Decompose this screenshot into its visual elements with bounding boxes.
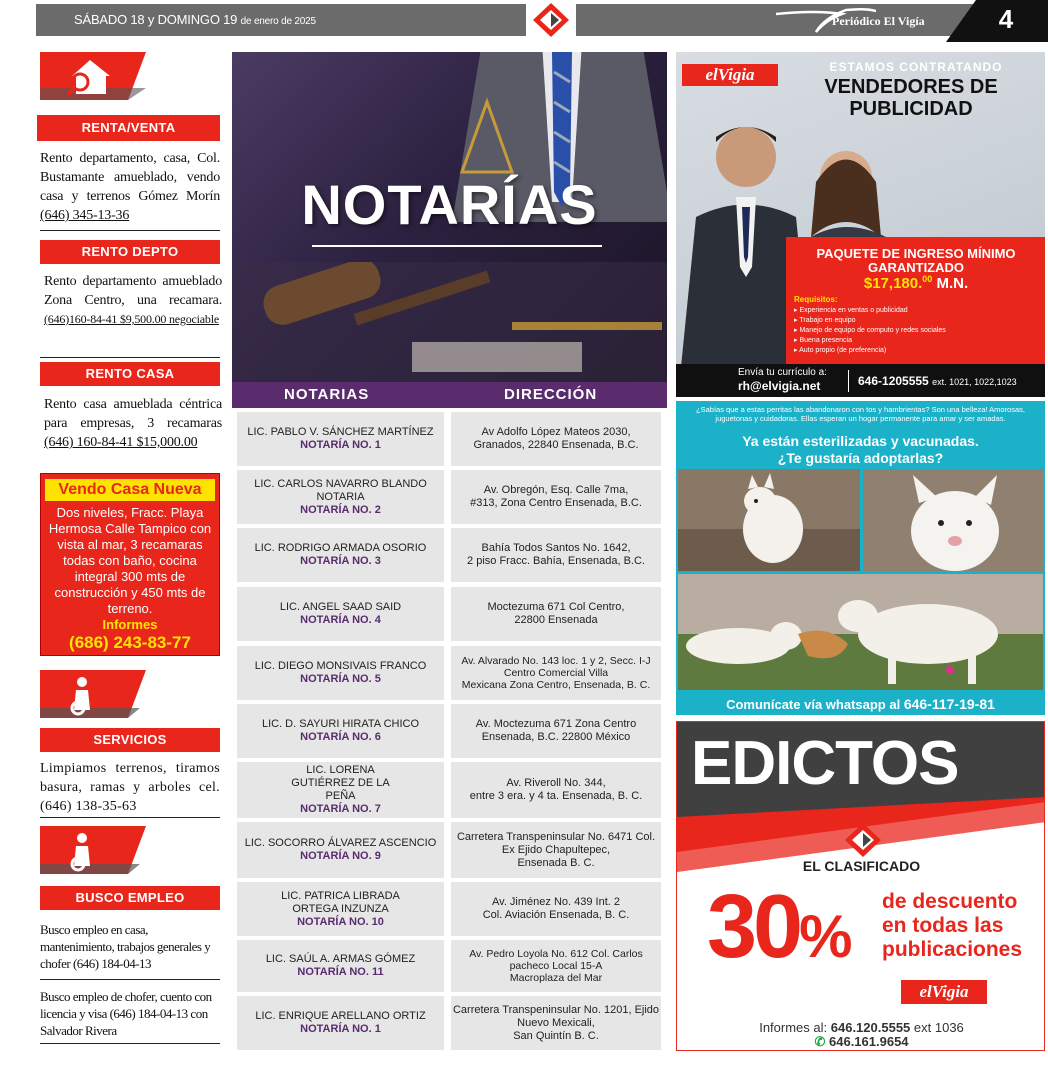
classified-ad: Rento casa amueblada céntrica para empresas, 3 recamaras (646) 160-84-41 $15,000.00 bbox=[44, 397, 222, 450]
table-row bbox=[237, 412, 665, 466]
issue-date: SÁBADO 18 y DOMINGO 19 de enero de 2025 bbox=[74, 12, 316, 27]
title-underline bbox=[312, 245, 602, 247]
vendedores-ad bbox=[676, 52, 1045, 397]
divider bbox=[40, 357, 220, 358]
divider bbox=[40, 1043, 220, 1044]
notary-name-cell: LIC. ANGEL SAAD SAID NOTARÍA NO. 4 bbox=[237, 587, 444, 641]
adopcion-perritas-ad bbox=[676, 401, 1045, 715]
notary-address-cell: Av. Jiménez No. 439 Int. 2 Col. Aviación Ensenada, B. C. bbox=[451, 882, 661, 936]
vendo-casa-body: Dos niveles, Fracc. Playa Hermosa Calle Tampico con vista al mar, 3 recamaras todas con baño, cocina integral 300 mts de construcción y 450 mts de terreno. bbox=[48, 505, 212, 616]
table-row bbox=[237, 940, 665, 992]
table-row bbox=[237, 528, 665, 582]
divider bbox=[40, 817, 220, 818]
notary-name-cell: LIC. PABLO V. SÁNCHEZ MARTÍNEZ NOTARÍA NO. 1 bbox=[237, 412, 444, 466]
salary-amount: $17,180.00 M.N. bbox=[863, 274, 969, 292]
vendedores-contact-bar bbox=[676, 364, 1045, 397]
discount-percent: 30% bbox=[707, 877, 849, 977]
section-label-renta-venta: RENTA/VENTA bbox=[37, 115, 220, 141]
perritas-headline: Ya están esterilizadas y vacunadas. ¿Te gustaría adoptarlas? bbox=[742, 433, 979, 466]
gavel-icon bbox=[232, 262, 667, 382]
separator bbox=[848, 370, 849, 392]
notarias-banner bbox=[232, 52, 667, 382]
notary-address-cell: Carretera Transpeninsular No. 6471 Col. Ex Ejido Chapultepec, Ensenada B. C. bbox=[451, 822, 661, 878]
worker-icon bbox=[40, 670, 146, 718]
notary-address-cell: Av. Moctezuma 671 Zona Centro Ensenada, B.C. 22800 México bbox=[451, 704, 661, 758]
requirements-list: Requisitos: ▸ Experiencia en ventas o publicidad ▸ Trabajo en equipo ▸ Manejo de equipo de computo y redes sociales ▸ Buena presencia ▸ Auto propio (de preferencia) bbox=[794, 295, 946, 354]
col-header-direccion: DIRECCIÓN bbox=[504, 386, 598, 403]
notary-address-cell: Moctezuma 671 Col Centro, 22800 Ensenada bbox=[451, 587, 661, 641]
notary-address-cell: Av. Obregón, Esq. Calle 7ma, #313, Zona Centro Ensenada, B.C. bbox=[451, 470, 661, 524]
vendedores-title: VENDEDORES DE PUBLICIDAD bbox=[824, 76, 998, 120]
notary-name-cell: LIC. ENRIQUE ARELLANO ORTIZ NOTARÍA NO. 1 bbox=[237, 996, 444, 1050]
classified-ad: Rento departamento, casa, Col. Bustamante amueblado, vendo casa y terrenos Gómez Morín (646) 345-13-36 bbox=[40, 151, 220, 223]
table-row bbox=[237, 882, 665, 936]
table-row bbox=[237, 470, 665, 524]
whatsapp-icon: ✆ bbox=[814, 1034, 826, 1049]
notary-name-cell: LIC. D. SAYURI HIRATA CHICO NOTARÍA NO. 6 bbox=[237, 704, 444, 758]
section-label-servicios: SERVICIOS bbox=[40, 728, 220, 752]
notary-address-cell: Av Adolfo López Mateos 2030, Granados, 22840 Ensenada, B.C. bbox=[451, 412, 661, 466]
classified-ad: Limpiamos terrenos, tiramos basura, ramas y arboles cel. (646) 138-35-63 bbox=[40, 761, 220, 814]
elvigia-logo: elVigia bbox=[901, 980, 987, 1004]
section-label-rento-casa: RENTO CASA bbox=[40, 362, 220, 386]
notary-name-cell: LIC. DIEGO MONSIVAIS FRANCO NOTARÍA NO. 5 bbox=[237, 646, 444, 700]
dog-photo bbox=[678, 469, 860, 571]
table-row bbox=[237, 646, 665, 700]
envia-text: Envía tu currículo a: bbox=[738, 367, 827, 378]
notarias-title: NOTARÍAS bbox=[301, 173, 598, 236]
section-label-rento-depto: RENTO DEPTO bbox=[40, 240, 220, 264]
dog-photo bbox=[863, 469, 1043, 571]
vendo-casa-ad bbox=[40, 473, 220, 656]
notary-name-cell: LIC. SOCORRO ÁLVAREZ ASCENCIO NOTARÍA NO. 9 bbox=[237, 822, 444, 878]
notary-name-cell: LIC. LORENA GUTIÉRREZ DE LA PEÑA NOTARÍA NO. 7 bbox=[237, 762, 444, 818]
page-header bbox=[36, 0, 1048, 38]
email-text: rh@elvigia.net bbox=[738, 379, 821, 393]
edictos-ad bbox=[676, 721, 1045, 1051]
estamos-contratando: ESTAMOS CONTRATANDO bbox=[829, 60, 1003, 74]
paquete-text: PAQUETE DE INGRESO MÍNIMO GARANTIZADO bbox=[816, 246, 1016, 275]
notary-address-cell: Av. Alvarado No. 143 loc. 1 y 2, Secc. I-J Centro Comercial Villa Mexicana Zona Centro, Ensenada, B. C. bbox=[451, 646, 661, 700]
vendo-casa-heading: Vendo Casa Nueva bbox=[45, 479, 215, 501]
col-header-notarias: NOTARIAS bbox=[284, 386, 370, 403]
notary-name-cell: LIC. PATRICA LIBRADA ORTEGA INZUNZA NOTARÍA NO. 10 bbox=[237, 882, 444, 936]
divider bbox=[40, 979, 220, 980]
classified-ad: Busco empleo de chofer, cuento con licencia y visa (646) 184-04-13 con Salvador Rivera bbox=[40, 989, 212, 1038]
diamond-logo-icon bbox=[529, 1, 573, 39]
edictos-contact: Informes al: 646.120.5555 ext 1036 ✆ 646.161.9654 bbox=[759, 1020, 964, 1049]
el-clasificado-label: EL CLASIFICADO bbox=[802, 858, 921, 874]
notarias-table-header bbox=[232, 382, 667, 408]
elvigia-logo: elVigia bbox=[682, 64, 778, 86]
table-row bbox=[237, 587, 665, 641]
worker-icon bbox=[40, 826, 146, 874]
discount-description: de descuento en todas las publicaciones bbox=[882, 890, 1023, 961]
edictos-title: EDICTOS bbox=[691, 729, 959, 798]
notary-address-cell: Carretera Transpeninsular No. 1201, Ejido Nuevo Mexicali, San Quintín B. C. bbox=[451, 996, 661, 1050]
brand-name: Periódico El Vigía bbox=[832, 14, 925, 28]
table-row bbox=[237, 704, 665, 758]
whatsapp-contact: Comunícate vía whatsapp al 646-117-19-81 bbox=[726, 696, 995, 712]
section-label-busco-empleo: BUSCO EMPLEO bbox=[40, 886, 220, 910]
notary-name-cell: LIC. SAÚL A. ARMAS GÓMEZ NOTARÍA NO. 11 bbox=[237, 940, 444, 992]
classified-ad: Busco empleo en casa, mantenimiento, trabajos generales y chofer (646) 184-04-13 bbox=[40, 922, 211, 971]
house-search-icon bbox=[40, 52, 146, 100]
dog-photo bbox=[678, 574, 1043, 690]
notary-address-cell: Bahía Todos Santos No. 1642, 2 piso Fracc. Bahía, Ensenada, B.C. bbox=[451, 528, 661, 582]
page-number: 4 bbox=[998, 4, 1014, 34]
notary-name-cell: LIC. RODRIGO ARMADA OSORIO NOTARÍA NO. 3 bbox=[237, 528, 444, 582]
notary-address-cell: Av. Pedro Loyola No. 612 Col. Carlos pacheco Local 15-A Macroplaza del Mar bbox=[451, 940, 661, 992]
perritas-intro: ¿Sabías que a estas perritas las abandonaron con tos y hambrientas? Son una belleza! Amorosas, juguetonas y cuidadoras. Ellas esperan un hogar permanente para amar y ser amadas. bbox=[696, 405, 1025, 423]
vendo-casa-informes: Informes bbox=[102, 617, 158, 632]
notary-name-cell: LIC. CARLOS NAVARRO BLANDO NOTARIA NOTARÍA NO. 2 bbox=[237, 470, 444, 524]
diamond-logo-icon bbox=[841, 822, 885, 858]
classified-ad: Rento departamento amueblado Zona Centro, una recamara. (646)160-84-41 $9,500.00 negociable bbox=[44, 274, 222, 326]
table-row bbox=[237, 996, 665, 1050]
table-row bbox=[237, 822, 665, 878]
table-row bbox=[237, 762, 665, 818]
phone-text: 646-1205555 ext. 1021, 1022,1023 bbox=[858, 374, 1017, 388]
vendo-casa-phone: (686) 243-83-77 bbox=[69, 633, 191, 652]
divider bbox=[40, 230, 220, 231]
notary-address-cell: Av. Riveroll No. 344, entre 3 era. y 4 ta. Ensenada, B. C. bbox=[451, 762, 661, 818]
